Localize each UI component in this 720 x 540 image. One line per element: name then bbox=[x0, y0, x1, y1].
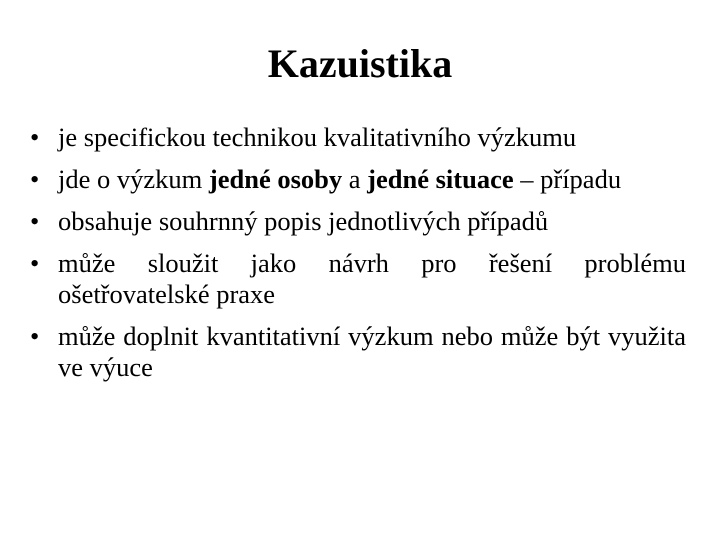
bullet-item-1 bbox=[30, 122, 686, 153]
bullet-item-4 bbox=[30, 248, 686, 310]
bullet-list bbox=[30, 122, 686, 394]
bullet-text: může doplnit kvantitativní výzkum nebo může být využita ve výuce bbox=[58, 321, 686, 382]
bullet-emphasis: jedné osoby bbox=[208, 164, 343, 194]
bullet-text-part: – případu bbox=[513, 164, 622, 194]
bullet-text-part: a bbox=[342, 164, 368, 194]
bullet-text: obsahuje souhrnný popis jednotlivých případů bbox=[58, 206, 549, 236]
slide-title: Kazuistika bbox=[267, 41, 453, 86]
bullet-item-2 bbox=[30, 164, 686, 195]
bullet-item-5 bbox=[30, 321, 686, 383]
bullet-marker: • bbox=[30, 248, 40, 278]
bullet-emphasis: jedné situace bbox=[367, 164, 514, 194]
bullet-marker: • bbox=[30, 164, 40, 194]
bullet-text-part: jde o výzkum bbox=[58, 164, 209, 194]
bullet-marker: • bbox=[30, 321, 40, 351]
bullet-text: je specifickou technikou kvalitativního výzkumu bbox=[58, 122, 577, 152]
bullet-marker: • bbox=[30, 122, 40, 152]
bullet-text: může sloužit jako návrh pro řešení problému ošetřovatelské praxe bbox=[58, 248, 686, 309]
bullet-item-3 bbox=[30, 206, 686, 237]
bullet-marker: • bbox=[30, 206, 40, 236]
